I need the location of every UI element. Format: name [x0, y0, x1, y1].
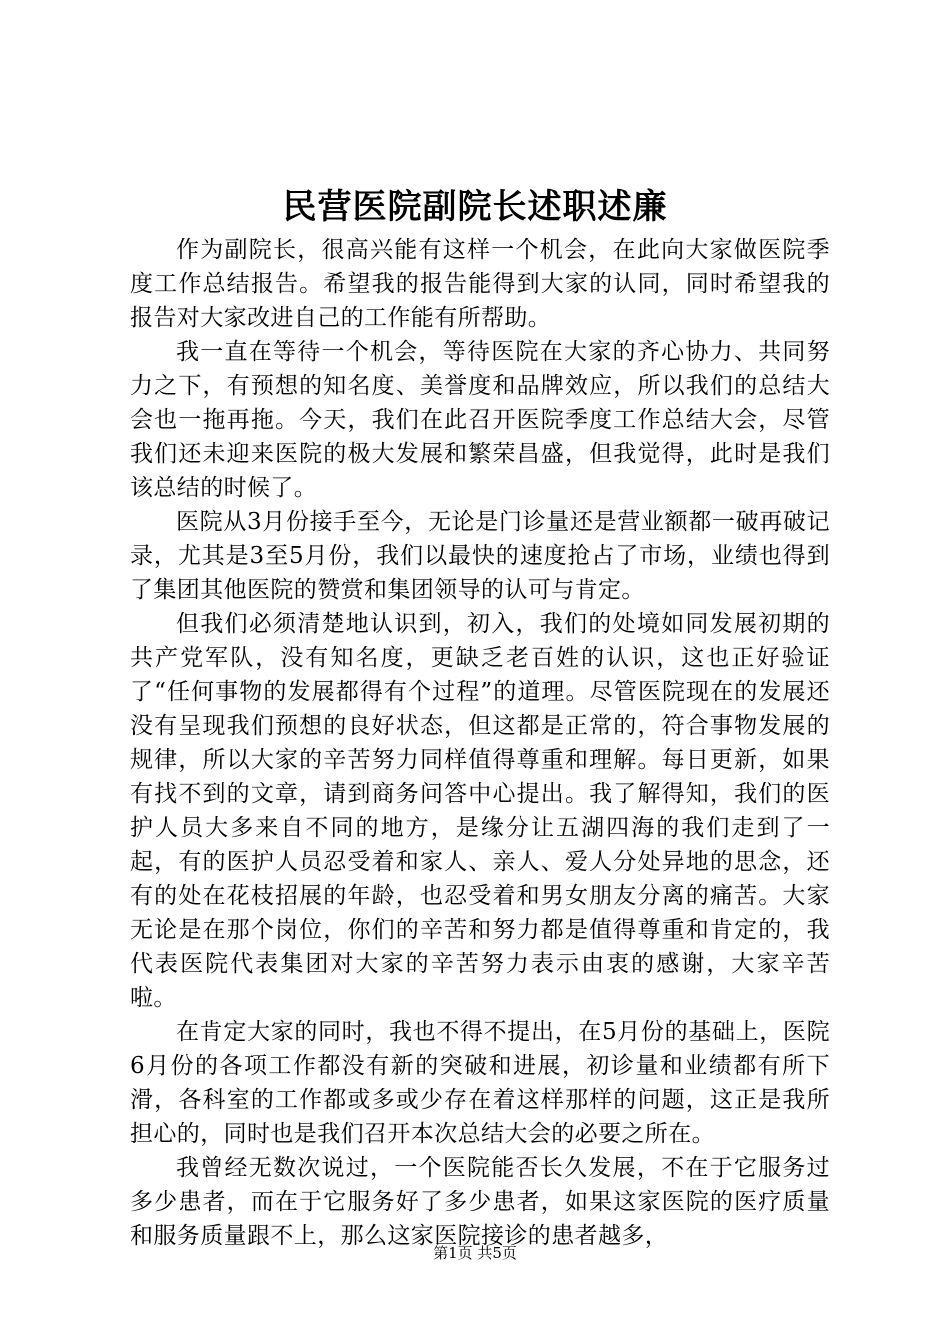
paragraph: 在肯定大家的同时，我也不得不提出，在5月份的基础上，医院6月份的各项工作都没有新的突破和进展，初诊量和业绩都有所下滑，各科室的工作都或多或少存在着这样那样的问题，这正是我所担心的，同时也是我们召开本次总结大会的必要之所在。: [130, 1019, 830, 1147]
document-title: 民营医院副院长述职述廉: [282, 187, 668, 227]
paragraph: 但我们必须清楚地认识到，初入，我们的处境如同发展初期的共产党军队，没有知名度，更缺乏老百姓的认识，这也正好验证了“任何事物的发展都得有个过程”的道理。尽管医院现在的发展还没有呈现我们预想的良好状态，但这都是正常的，符合事物发展的规律，所以大家的辛苦努力同样值得尊重和理解。每日更新，如果有找不到的文章，请到商务问答中心提出。我了解得知，我们的医护人员大多来自不同的地方，是缘分让五湖四海的我们走到了一起，有的医护人员忍受着和家人、亲人、爱人分处异地的思念，还有的处在花枝招展的年龄，也忍受着和男女朋友分离的痛苦。大家无论是在那个岗位，你们的辛苦和努力都是值得尊重和肯定的，我代表医院代表集团对大家的辛苦努力表示由衷的感谢，大家辛苦啦。: [130, 611, 830, 1011]
paragraph: 医院从3月份接手至今，无论是门诊量还是营业额都一破再破记录，尤其是3至5月份，我们以最快的速度抢占了市场，业绩也得到了集团其他医院的赞赏和集团领导的认可与肯定。: [130, 509, 830, 603]
paragraph: 我曾经无数次说过，一个医院能否长久发展，不在于它服务过多少患者，而在于它服务好了多少患者，如果这家医院的医疗质量和服务质量跟不上，那么这家医院接诊的患者越多，: [130, 1155, 830, 1249]
paragraph: 我一直在等待一个机会，等待医院在大家的齐心协力、共同努力之下，有预想的知名度、美誉度和品牌效应，所以我们的总结大会也一拖再拖。今天，我们在此召开医院季度工作总结大会，尽管我们还未迎来医院的极大发展和繁荣昌盛，但我觉得，此时是我们该总结的时候了。: [130, 339, 830, 501]
paragraph: 作为副院长，很高兴能有这样一个机会，在此向大家做医院季度工作总结报告。希望我的报告能得到大家的认同，同时希望我的报告对大家改进自己的工作能有所帮助。: [130, 237, 830, 331]
document-body: [130, 233, 830, 1253]
page-number-footer: 第1页 共5页: [433, 1244, 517, 1262]
